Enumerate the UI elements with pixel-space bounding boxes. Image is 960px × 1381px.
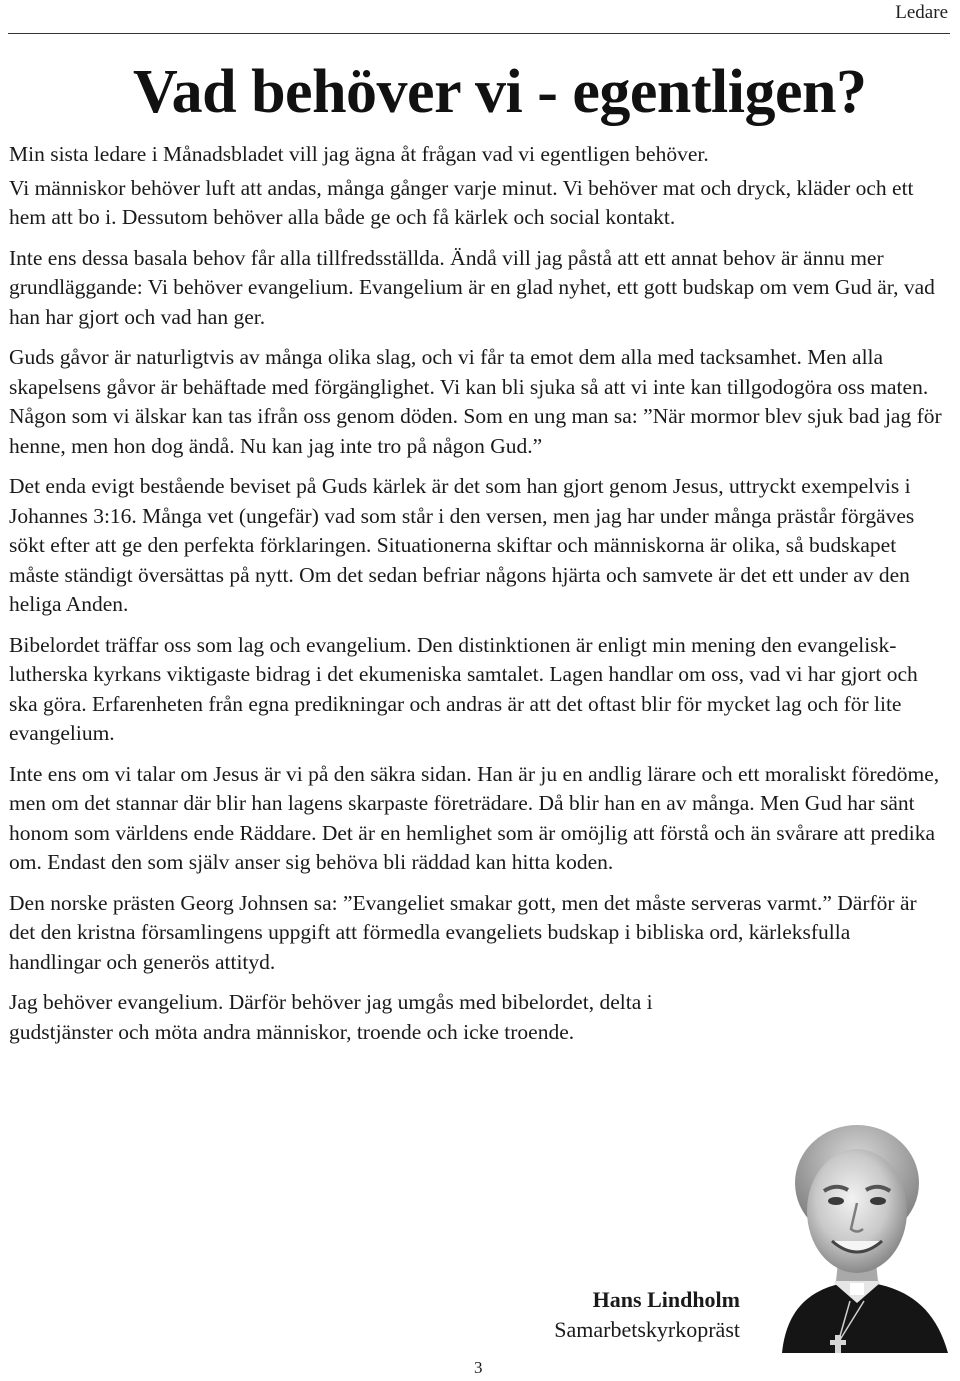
paragraph: Bibelordet träffar oss som lag och evangelium. Den distinktionen är enligt min mening den evangelisk-lutherska kyrkans viktigaste bidrag i det ekumeniska samtalet. Lagen handlar om oss, vad vi har gjort och ska göra. Erfarenheten från egna predikningar och andras är att det oftast blir för mycket lag och för lite evangelium. [9, 632, 918, 745]
paragraph: Den norske prästen Georg Johnsen sa: ”Evangeliet smakar gott, men det måste serveras varmt.” Därför är det den kristna församlingens uppgift att förmedla evangeliets budskap i bibliska ord, kärleksfulla handlingar och generös attityd. [9, 890, 917, 974]
paragraph: Guds gåvor är naturligtvis av många olika slag, och vi får ta emot dem alla med tacksamhet. Men alla skapelsens gåvor är behäftade med förgänglighet. Vi kan bli sjuka så att vi inte kan tillgodogöra oss maten. Någon som vi älskar kan tas ifrån oss genom döden. Som en ung man sa: ”När mormor blev sjuk bad jag för henne, men hon dog ändå. Nu kan jag inte tro på någon Gud.” [9, 345, 942, 458]
section-label: Ledare [895, 2, 948, 23]
paragraph: Inte ens om vi talar om Jesus är vi på den säkra sidan. Han är ju en andlig lärare och ett moraliskt föredöme, men om det stannar där blir han lagens skarpaste företrädare. Då blir han en av många. Men Gud har sänt honom som världens ende Räddare. Det är en hemlighet som är omöjlig att förstå och än svårare att predika om. Endast den som själv anser sig behöva bli räddad kan hitta koden. [9, 761, 940, 874]
header-rule [8, 33, 950, 34]
paragraph: Inte ens dessa basala behov får alla tillfredsställda. Ändå vill jag påstå att ett annat behov är ännu mer grundläggande: Vi behöver evangelium. Evangelium är en glad nyhet, ett gott budskap om vem Gud är, vad han har gjort och vad han ger. [9, 245, 935, 329]
paragraph: Min sista ledare i Månadsbladet vill jag ägna åt frågan vad vi egentligen behöver. [9, 142, 709, 166]
author-signature [500, 1285, 740, 1345]
author-portrait [762, 1113, 952, 1353]
article-body [9, 140, 944, 1058]
paragraph: Det enda evigt bestående beviset på Guds kärlek är det som han gjort genom Jesus, uttryckt exempelvis i Johannes 3:16. Många vet (ungefär) vad som står i den versen, men jag har under många prästår förgäves sökt efter att ge den perfekta förklaringen. Situationerna skiftar och människorna är olika, så budskapet måste ständigt översättas på nytt. Om det sedan befriar någons hjärta och samvete är det ett under av den heliga Anden. [9, 474, 915, 616]
paragraph: Jag behöver evangelium. Därför behöver jag umgås med bibelordet, delta i gudstjänster och möta andra människor, troende och icke troende. [9, 990, 653, 1044]
paragraph: Vi människor behöver luft att andas, många gånger varje minut. Vi behöver mat och dryck, kläder och ett hem att bo i. Dessutom behöver alla både ge och få kärlek och social kontakt. [9, 175, 914, 229]
author-role: Samarbetskyrkopräst [554, 1317, 740, 1342]
author-name: Hans Lindholm [592, 1287, 740, 1312]
page-number: 3 [474, 1358, 483, 1377]
article-title: Vad behöver vi - egentligen? [133, 58, 867, 126]
